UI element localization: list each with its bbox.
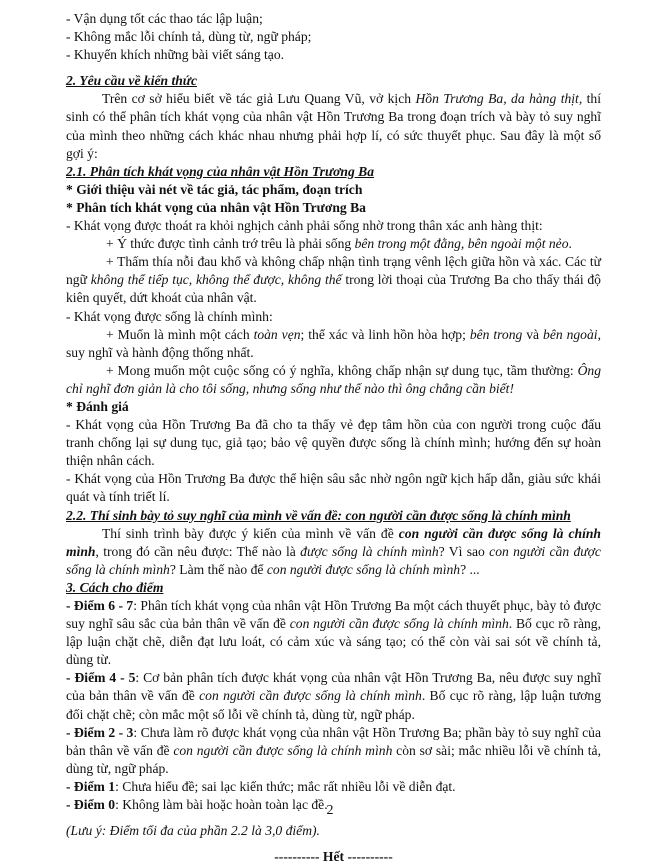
analysis-subpoint: + Thấm thía nỗi đau khổ và không chấp nhận tình trạng vênh lệch giữa hồn và xác. Các từ ngữ không thể tiếp tục, không thể được, không thể trong lời thoại của Trương Ba cho thấy thái độ kiên quyết, dứt khoát của nhân vật. [66,254,601,306]
page-number: 2 [326,803,334,818]
section-heading-2-1: 2.1. Phân tích khát vọng của nhân vật Hồn Trương Ba [66,163,375,179]
play-title: Hồn Trương Ba, da hàng thịt, [415,91,583,107]
score-level-0: - Điểm 0: Không làm bài hoặc hoàn toàn lạc đề. [66,797,328,813]
subheading-evaluation: * Đánh giá [66,398,129,414]
bullet-item: - Vận dụng tốt các thao tác lập luận; [66,11,263,26]
section-heading-2-2: 2.2. Thí sinh bày tỏ suy nghĩ của mình về vấn đề: con người cần được sống là chính mình [66,507,571,523]
evaluation-point: - Khát vọng của Hồn Trương Ba đã cho ta thấy vẻ đẹp tâm hồn của con người trong cuộc đấu tranh chống lại sự dung tục, giả tạo; bảo vệ quyền được sống là chính mình; hướng đến sự hoàn thiện nhân cách. [66,417,601,469]
analysis-subpoint: + Mong muốn một cuộc sống có ý nghĩa, không chấp nhận sự dung tục, tầm thường: Ông chỉ nghĩ đơn giản là cho tôi sống, nhưng sống như thế nào thì ông chẳng cần biết! [66,362,601,396]
analysis-subpoint: + Ý thức được tình cảnh trớ trêu là phải sống bên trong một đằng, bên ngoài một nẻo. [106,236,572,252]
bullet-item: - Khuyến khích những bài viết sáng tạo. [66,47,285,63]
evaluation-point: - Khát vọng của Hồn Trương Ba được thể hiện sâu sắc nhờ ngôn ngữ kịch hấp dẫn, giàu sức khái quát và tính triết lí. [66,471,601,505]
analysis-subpoint: + Muốn là mình một cách toàn vẹn; thể xác và linh hồn hòa hợp; bên trong và bên ngoài, suy nghĩ và hành động thống nhất. [66,326,601,360]
score-level-6-7: - Điểm 6 - 7: Phân tích khát vọng của nhân vật Hồn Trương Ba một cách thuyết phục, bày tỏ được suy nghĩ sâu sắc của bản thân về vấn đề con người cần được sống là chính mình. Bố cục rõ ràng, lập luận chặt chẽ, diễn đạt lưu loát, có cảm xúc và sáng tạo; có thể còn vài sai sót về chính tả, dùng từ. [66,598,602,668]
score-level-2-3: - Điểm 2 - 3: Chưa làm rõ được khát vọng của nhân vật Hồn Trương Ba; phần bày tỏ suy nghĩ của bản thân về vấn đề con người cần được sống là chính mình còn sơ sài; mắc nhiều lỗi về chính tả, dùng từ, ngữ pháp. [66,724,601,776]
end-mark: ---------- Hết ---------- [274,849,393,865]
subheading-analysis: * Phân tích khát vọng của nhân vật Hồn Trương Ba [66,199,366,215]
subheading-intro: * Giới thiệu vài nét về tác giả, tác phẩm, đoạn trích [66,181,363,197]
bullet-item: - Không mắc lỗi chính tả, dùng từ, ngữ pháp; [66,29,312,45]
knowledge-intro: Trên cơ sở hiểu biết về tác giả Lưu Quang Vũ, vở kịch Hồn Trương Ba, da hàng thịt, thí sinh có thể phân tích khát vọng của nhân vật Hồn Trương Ba trong đoạn trích và bày tỏ suy nghĩ của mình theo những cách khác nhau nhưng phải hợp lí, có sức thuyết phục. Sau đây là một số gợi ý: [66,91,602,161]
score-level-4-5: - Điểm 4 - 5: Cơ bản phân tích được khát vọng của nhân vật Hồn Trương Ba, nêu được suy nghĩ của bản thân về vấn đề con người cần được sống là chính mình. Bố cục rõ ràng, lập luận tương đối chặt chẽ; còn mắc một số lỗi về chính tả, dùng từ, ngữ pháp. [66,670,602,722]
document-page [66,10,601,866]
score-level-1: - Điểm 1: Chưa hiểu đề; sai lạc kiến thức; mắc rất nhiều lỗi về diễn đạt. [66,778,456,794]
analysis-point: - Khát vọng được thoát ra khỏi nghịch cảnh phải sống nhờ trong thân xác anh hàng thịt: [66,218,543,234]
section-heading-scoring: 3. Cách cho điểm [66,579,164,595]
section-heading-knowledge: 2. Yêu cầu về kiến thức [66,73,197,89]
opinion-paragraph: Thí sinh trình bày được ý kiến của mình về vấn đề con người cần được sống là chính mình, trong đó cần nêu được: Thế nào là được sống là chính mình? Vì sao con người cần được sống là chính mình? Làm thế nào để con người được sống là chính mình? ... [66,525,601,577]
note: (Lưu ý: Điểm tối đa của phần 2.2 là 3,0 điểm). [66,823,320,839]
analysis-point: - Khát vọng được sống là chính mình: [66,308,273,324]
